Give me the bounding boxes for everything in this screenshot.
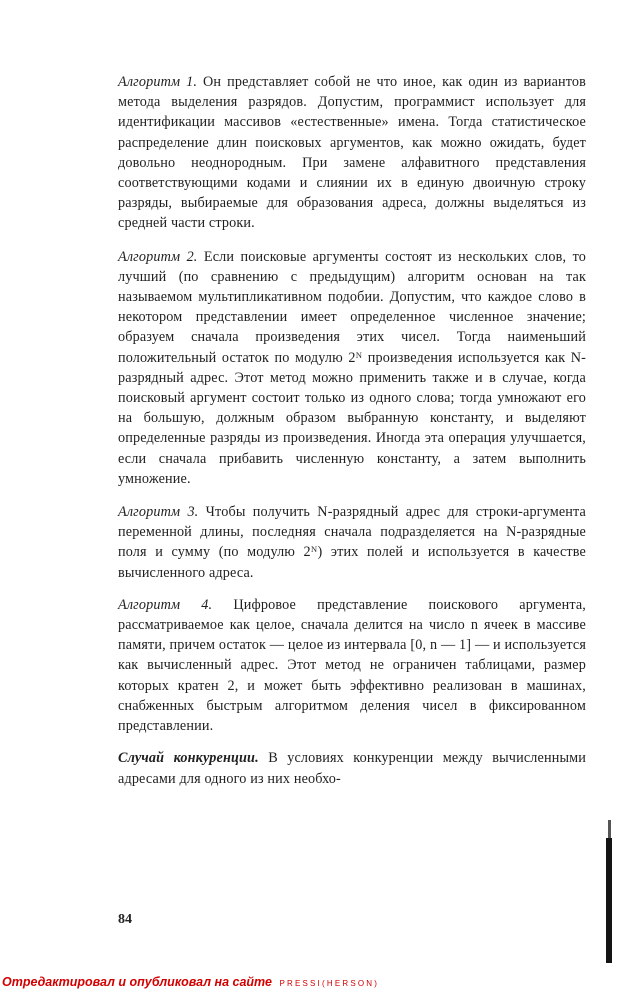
footer-site-name: PRESSI(HERSON) <box>279 979 380 988</box>
paragraph-algorithm-3 <box>118 502 586 583</box>
paragraph-algorithm-2 <box>118 247 586 489</box>
paragraph-heading: Алгоритм 1. <box>118 74 198 90</box>
paragraph-text: В условиях конкуренции между вычисленными адресами для одного из них необхо- <box>118 750 586 787</box>
paragraph-algorithm-4 <box>118 595 586 736</box>
paragraph-heading: Алгоритм 4. <box>118 596 213 613</box>
page-number: 84 <box>118 912 132 927</box>
paragraph-heading: Случай конкуренции. <box>118 750 259 767</box>
paragraph-competition-case <box>118 748 586 788</box>
page-edge-shadow <box>608 820 611 838</box>
paragraph-heading: Алгоритм 3. <box>118 504 199 521</box>
paragraph-text: Он представляет собой не что иное, как один из вариантов метода выделения разрядов. Допустим, программист использует для идентификации массивов «естественные» имена. Тогда статистическое распределение длин поисковых аргументов, как можно ожидать, будет довольно неоднородным. При замене алфавитного представления соответствующими кодами и слиянии их в единую двоичную строку разряды, выбираемые для образования адреса, должны выделяться из средней части строки. <box>118 74 587 232</box>
page-edge-shadow <box>606 838 612 963</box>
paragraph-text: Цифровое представление поискового аргумента, рассматриваемое как целое, сначала делится на число n ячеек в массиве памяти, причем остаток — целое из интервала [0, n — 1] — и используется как вычисленный адрес. Этот метод не ограничен таблицами, размер которых кратен 2, и может быть эффективно реализован в машинах, снабженных быстрым алгоритмом деления чисел в фиксированном представлении. <box>118 596 586 735</box>
footer-label: Отредактировал и опубликовал на сайте <box>2 975 272 989</box>
page-body <box>118 72 586 789</box>
paragraph-heading: Алгоритм 2. <box>118 248 198 265</box>
paragraph-text: Чтобы получить N-разрядный адрес для строки-аргумента переменной длины, последняя сначала подразделяется на N-разрядные поля и сумму (по модулю 2ᴺ) этих полей и используется в качестве вычисленного адреса. <box>118 504 586 581</box>
paragraph-algorithm-1 <box>118 72 586 234</box>
publisher-footer <box>2 975 379 989</box>
paragraph-text: Если поисковые аргументы состоят из нескольких слов, то лучший (по сравнению с предыдущим) алгоритм основан на так называемом мультипликативном подобии. Допустим, что каждое слово в некотором представлении имеет определенное численное значение; образуем сначала произведения этих чисел. Тогда наименьший положительный остаток по модулю 2ᴺ произведения используется как N-разрядный адрес. Этот метод можно применить также и в случае, когда поисковый аргумент состоит только из одного слова; тогда умножают его на большую, должным образом выбранную константу, и выделяют определенные разряды из произведения. Иногда эта операция улучшается, если сначала прибавить численную константу, а затем выполнить умножение. <box>118 248 587 487</box>
